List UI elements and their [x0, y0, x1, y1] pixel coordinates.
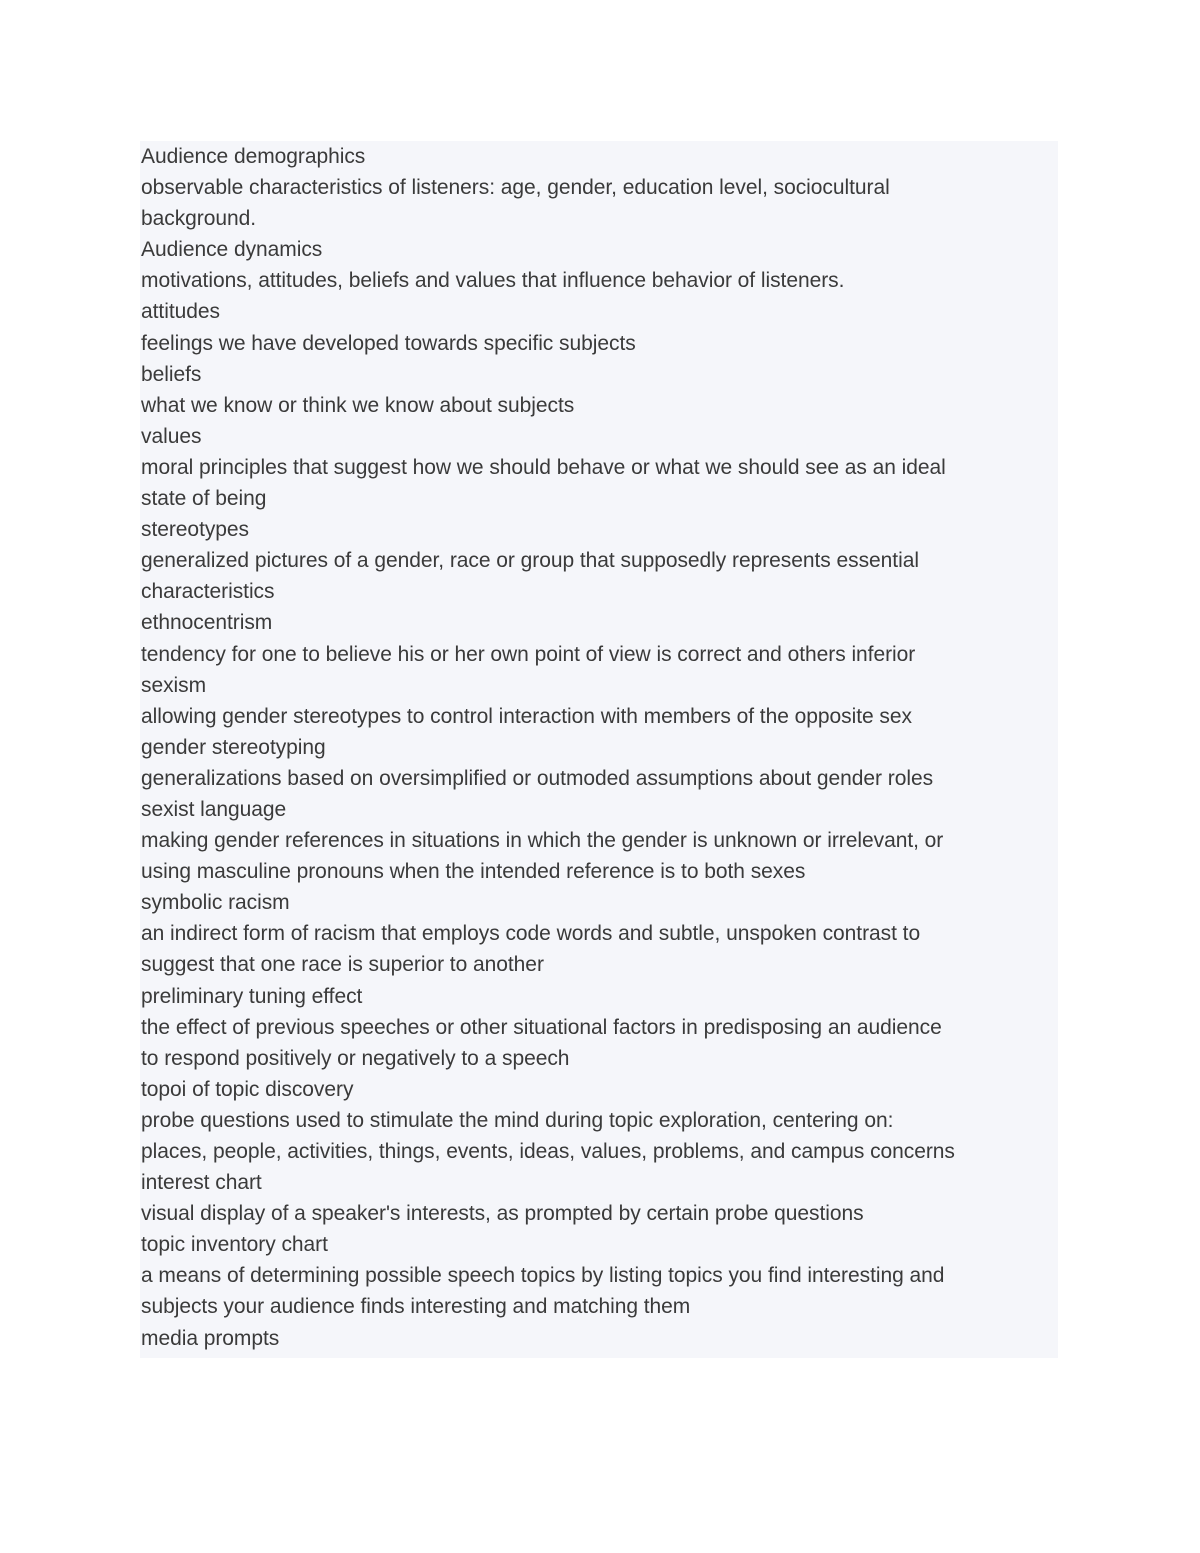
- definition-line: feelings we have developed towards specific subjects: [141, 331, 636, 355]
- definition-line: a means of determining possible speech topics by listing topics you find interesting and: [141, 1264, 945, 1288]
- definition-line: motivations, attitudes, beliefs and values that influence behavior of listeners.: [141, 269, 845, 293]
- term-line: symbolic racism: [141, 891, 290, 915]
- term-line: interest chart: [141, 1171, 262, 1195]
- definition-line: allowing gender stereotypes to control interaction with members of the opposite sex: [141, 704, 912, 728]
- definition-line: making gender references in situations in which the gender is unknown or irrelevant, or: [141, 829, 944, 853]
- definition-line: using masculine pronouns when the intended reference is to both sexes: [141, 860, 806, 884]
- definition-line: generalizations based on oversimplified or outmoded assumptions about gender roles: [141, 766, 934, 790]
- definition-line: what we know or think we know about subjects: [141, 393, 575, 417]
- term-line: attitudes: [141, 300, 220, 324]
- definition-line: visual display of a speaker's interests, as prompted by certain probe questions: [141, 1202, 864, 1226]
- term-line: topic inventory chart: [141, 1233, 328, 1257]
- term-line: gender stereotyping: [141, 735, 326, 759]
- term-line: preliminary tuning effect: [141, 984, 363, 1008]
- term-line: topoi of topic discovery: [141, 1077, 354, 1101]
- definition-line: probe questions used to stimulate the mind during topic exploration, centering on:: [141, 1108, 894, 1132]
- definition-line: background.: [141, 207, 257, 231]
- definition-line: an indirect form of racism that employs code words and subtle, unspoken contrast to: [141, 922, 921, 946]
- definition-line: state of being: [141, 487, 267, 511]
- definition-line: places, people, activities, things, events, ideas, values, problems, and campus concerns: [141, 1140, 955, 1163]
- document-text-block: [140, 141, 1058, 1358]
- term-line: stereotypes: [141, 518, 250, 542]
- term-line: beliefs: [141, 362, 202, 386]
- definition-line: moral principles that suggest how we should behave or what we should see as an ideal: [141, 455, 946, 479]
- definition-line: suggest that one race is superior to another: [141, 953, 544, 977]
- term-line: Audience demographics: [141, 145, 366, 168]
- definition-line: tendency for one to believe his or her own point of view is correct and others inferior: [141, 642, 916, 666]
- term-line: media prompts: [141, 1326, 280, 1350]
- definition-line: characteristics: [141, 580, 275, 604]
- term-line: sexist language: [141, 797, 287, 821]
- term-line: Audience dynamics: [141, 238, 323, 262]
- definition-line: generalized pictures of a gender, race or group that supposedly represents essential: [141, 549, 919, 573]
- term-line: ethnocentrism: [141, 611, 273, 635]
- term-line: sexism: [141, 673, 207, 697]
- term-line: values: [141, 424, 202, 448]
- definition-line: observable characteristics of listeners: age, gender, education level, sociocultural: [141, 176, 890, 200]
- definition-line: subjects your audience finds interesting and matching them: [141, 1295, 691, 1319]
- definition-line: to respond positively or negatively to a speech: [141, 1046, 570, 1070]
- definition-line: the effect of previous speeches or other situational factors in predisposing an audience: [141, 1015, 942, 1039]
